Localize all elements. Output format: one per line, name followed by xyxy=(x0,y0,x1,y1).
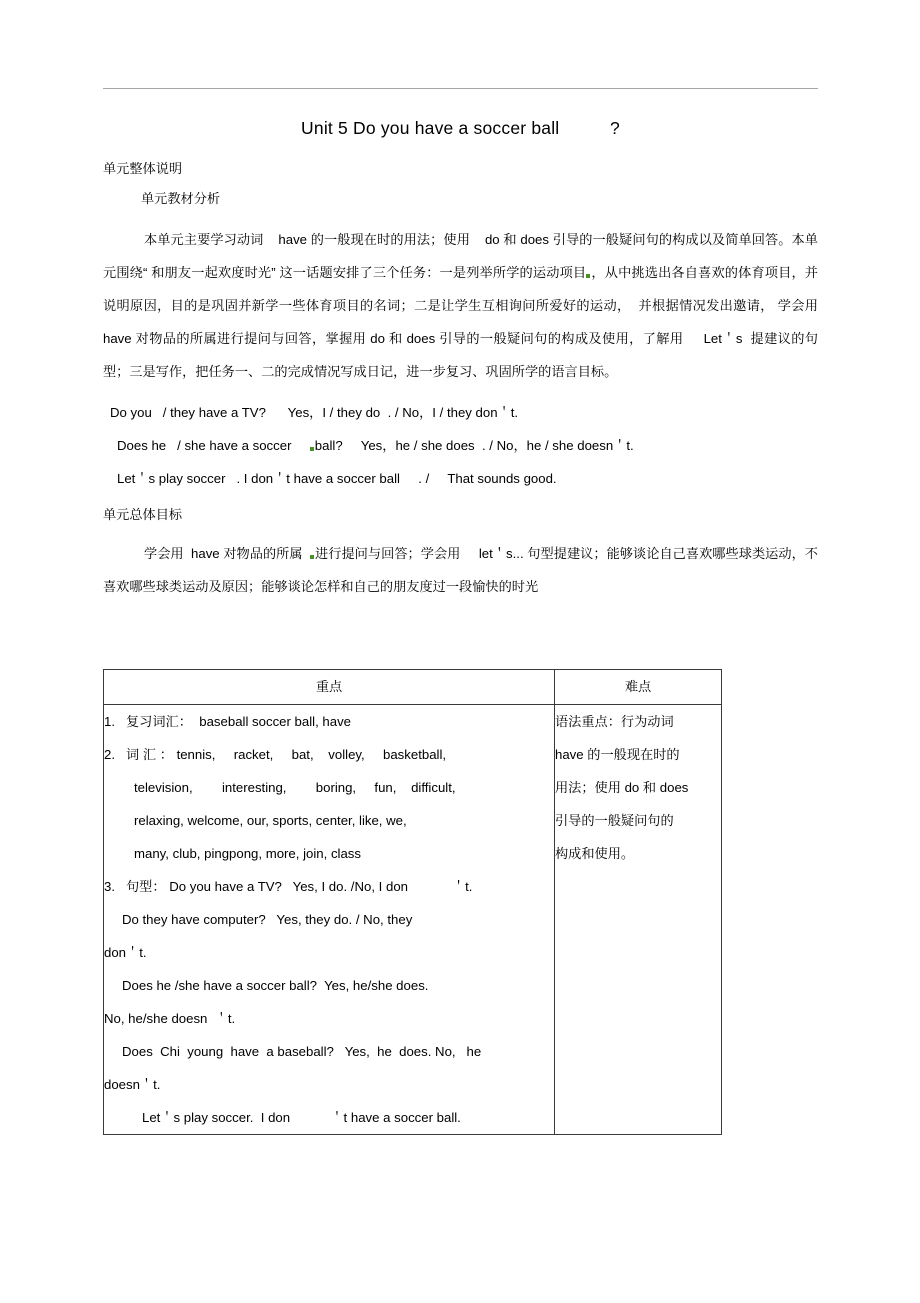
list-item xyxy=(104,738,554,771)
sentence-pattern-5: No, he/she doesn ＇t. xyxy=(104,1011,236,1026)
paragraph-analysis-part1 xyxy=(103,223,822,388)
difficult-line: 用法；使用 do 和 does xyxy=(555,780,689,795)
sentence-pattern-1: Do you have a TV? Yes, I do. /No, I don ＇t. xyxy=(169,879,473,894)
goals-text-1: 学会用 have 对物品的所属 xyxy=(144,545,310,561)
sentence-pattern-4: Does he /she have a soccer ball? Yes, he/she does. xyxy=(122,978,429,993)
example-sentence-2-part2: ball? Yes，he / she does . / No，he / she doesn＇t. xyxy=(314,437,634,453)
difficult-line: 语法重点：行为动词 xyxy=(555,714,674,729)
spellcheck-mark-icon-3 xyxy=(310,555,314,559)
difficult-line: 引导的一般疑问句的 xyxy=(555,813,674,828)
table-header-row xyxy=(104,670,722,705)
column-header-key-points: 重点 xyxy=(104,670,555,705)
sentence-pattern-8: Let＇s play soccer. I don ＇t have a soccer ball. xyxy=(142,1110,461,1125)
page-title: Unit 5 Do you have a soccer ball ? xyxy=(301,118,620,138)
list-item-continuation: television, interesting, boring, fun, difficult, xyxy=(134,780,456,795)
sentence-pattern-6: Does Chi young have a baseball? Yes, he does. No, he xyxy=(122,1044,482,1059)
example-sentence-2 xyxy=(103,429,818,462)
paragraph-goals xyxy=(103,537,818,603)
sentence-pattern-3: don＇t. xyxy=(104,945,147,960)
item-label-1: 复习词汇： xyxy=(126,714,192,729)
item-label-2: 词 汇 ： xyxy=(126,747,173,762)
item-number-1: 1. xyxy=(104,714,115,729)
key-difficult-points-table xyxy=(103,669,722,1135)
goals-text-2: 进行提问与回答；学会用 let＇s... 句型提建议；能够谈论自己喜欢哪些球类运动，不喜欢哪些球类运动及原因；能够谈论怎样和自己的朋友度过一段愉快的时光 xyxy=(103,545,818,594)
example-sentence-1: Do you / they have a TV? Yes，I / they do . / No，I / they don＇t. xyxy=(110,404,519,420)
item-vocab-line-1: tennis, racket, bat, volley, basketball, xyxy=(176,747,447,762)
list-item-continuation: relaxing, welcome, our, sports, center, like, we, xyxy=(134,813,407,828)
example-sentence-2-part1: Does he / she have a soccer xyxy=(117,437,310,453)
section-heading-overview: 单元整体说明 xyxy=(103,161,183,176)
section-heading-material-analysis: 单元教材分析 xyxy=(141,190,221,206)
cell-key-points xyxy=(104,705,555,1135)
column-header-difficult-points: 难点 xyxy=(555,670,722,705)
sentence-pattern-7: doesn＇t. xyxy=(104,1077,161,1092)
cell-difficult-points xyxy=(555,705,722,1135)
list-item-continuation: many, club, pingpong, more, join, class xyxy=(134,846,361,861)
spellcheck-mark-icon xyxy=(586,274,590,278)
list-item xyxy=(104,705,554,738)
table-header xyxy=(104,670,722,705)
list-item xyxy=(104,870,554,903)
sentence-pattern-2: Do they have computer? Yes, they do. / No, they xyxy=(122,912,413,927)
section-heading-goals: 单元总体目标 xyxy=(103,506,183,522)
header-divider xyxy=(103,88,818,89)
document-content xyxy=(103,118,822,603)
analysis-text-1: 本单元主要学习动词 have 的一般现在时的用法；使用 do 和 does 引导的一般疑问句的构成以及简单回答。本单元围绕“ 和朋友一起欢度时光” 这一话题安排了三个任务：一是列举所学的运动项目 xyxy=(103,231,818,280)
analysis-text-2: ，从中挑选出各自喜欢的体育项目，并说明原因，目的是巩固并新学一些体育项目的名词；二是让学生互相询问所爱好的运动， 并根据情况发出邀请， 学会用 have 对物品的所属进行提问与回答，掌握用 do 和 does 引导的一般疑问句的构成及使用，了解用 Let＇s 提建议的句型；三是写作，把任务一、二的完成情况写成日记，进一步复习、巩固所学的语言目标。 xyxy=(103,264,822,379)
table-body xyxy=(104,705,722,1135)
difficult-line: 构成和使用。 xyxy=(555,846,635,861)
item-label-3: 句型： xyxy=(126,879,166,894)
table-row xyxy=(104,705,722,1135)
example-sentence-3: Let＇s play soccer . I don＇t have a soccer ball . / That sounds good. xyxy=(117,470,557,486)
difficult-line: have 的一般现在时的 xyxy=(555,747,680,762)
item-text-1: baseball soccer ball, have xyxy=(199,714,352,729)
item-number-3: 3. xyxy=(104,879,115,894)
spellcheck-mark-icon-2 xyxy=(310,447,314,451)
item-number-2: 2. xyxy=(104,747,115,762)
